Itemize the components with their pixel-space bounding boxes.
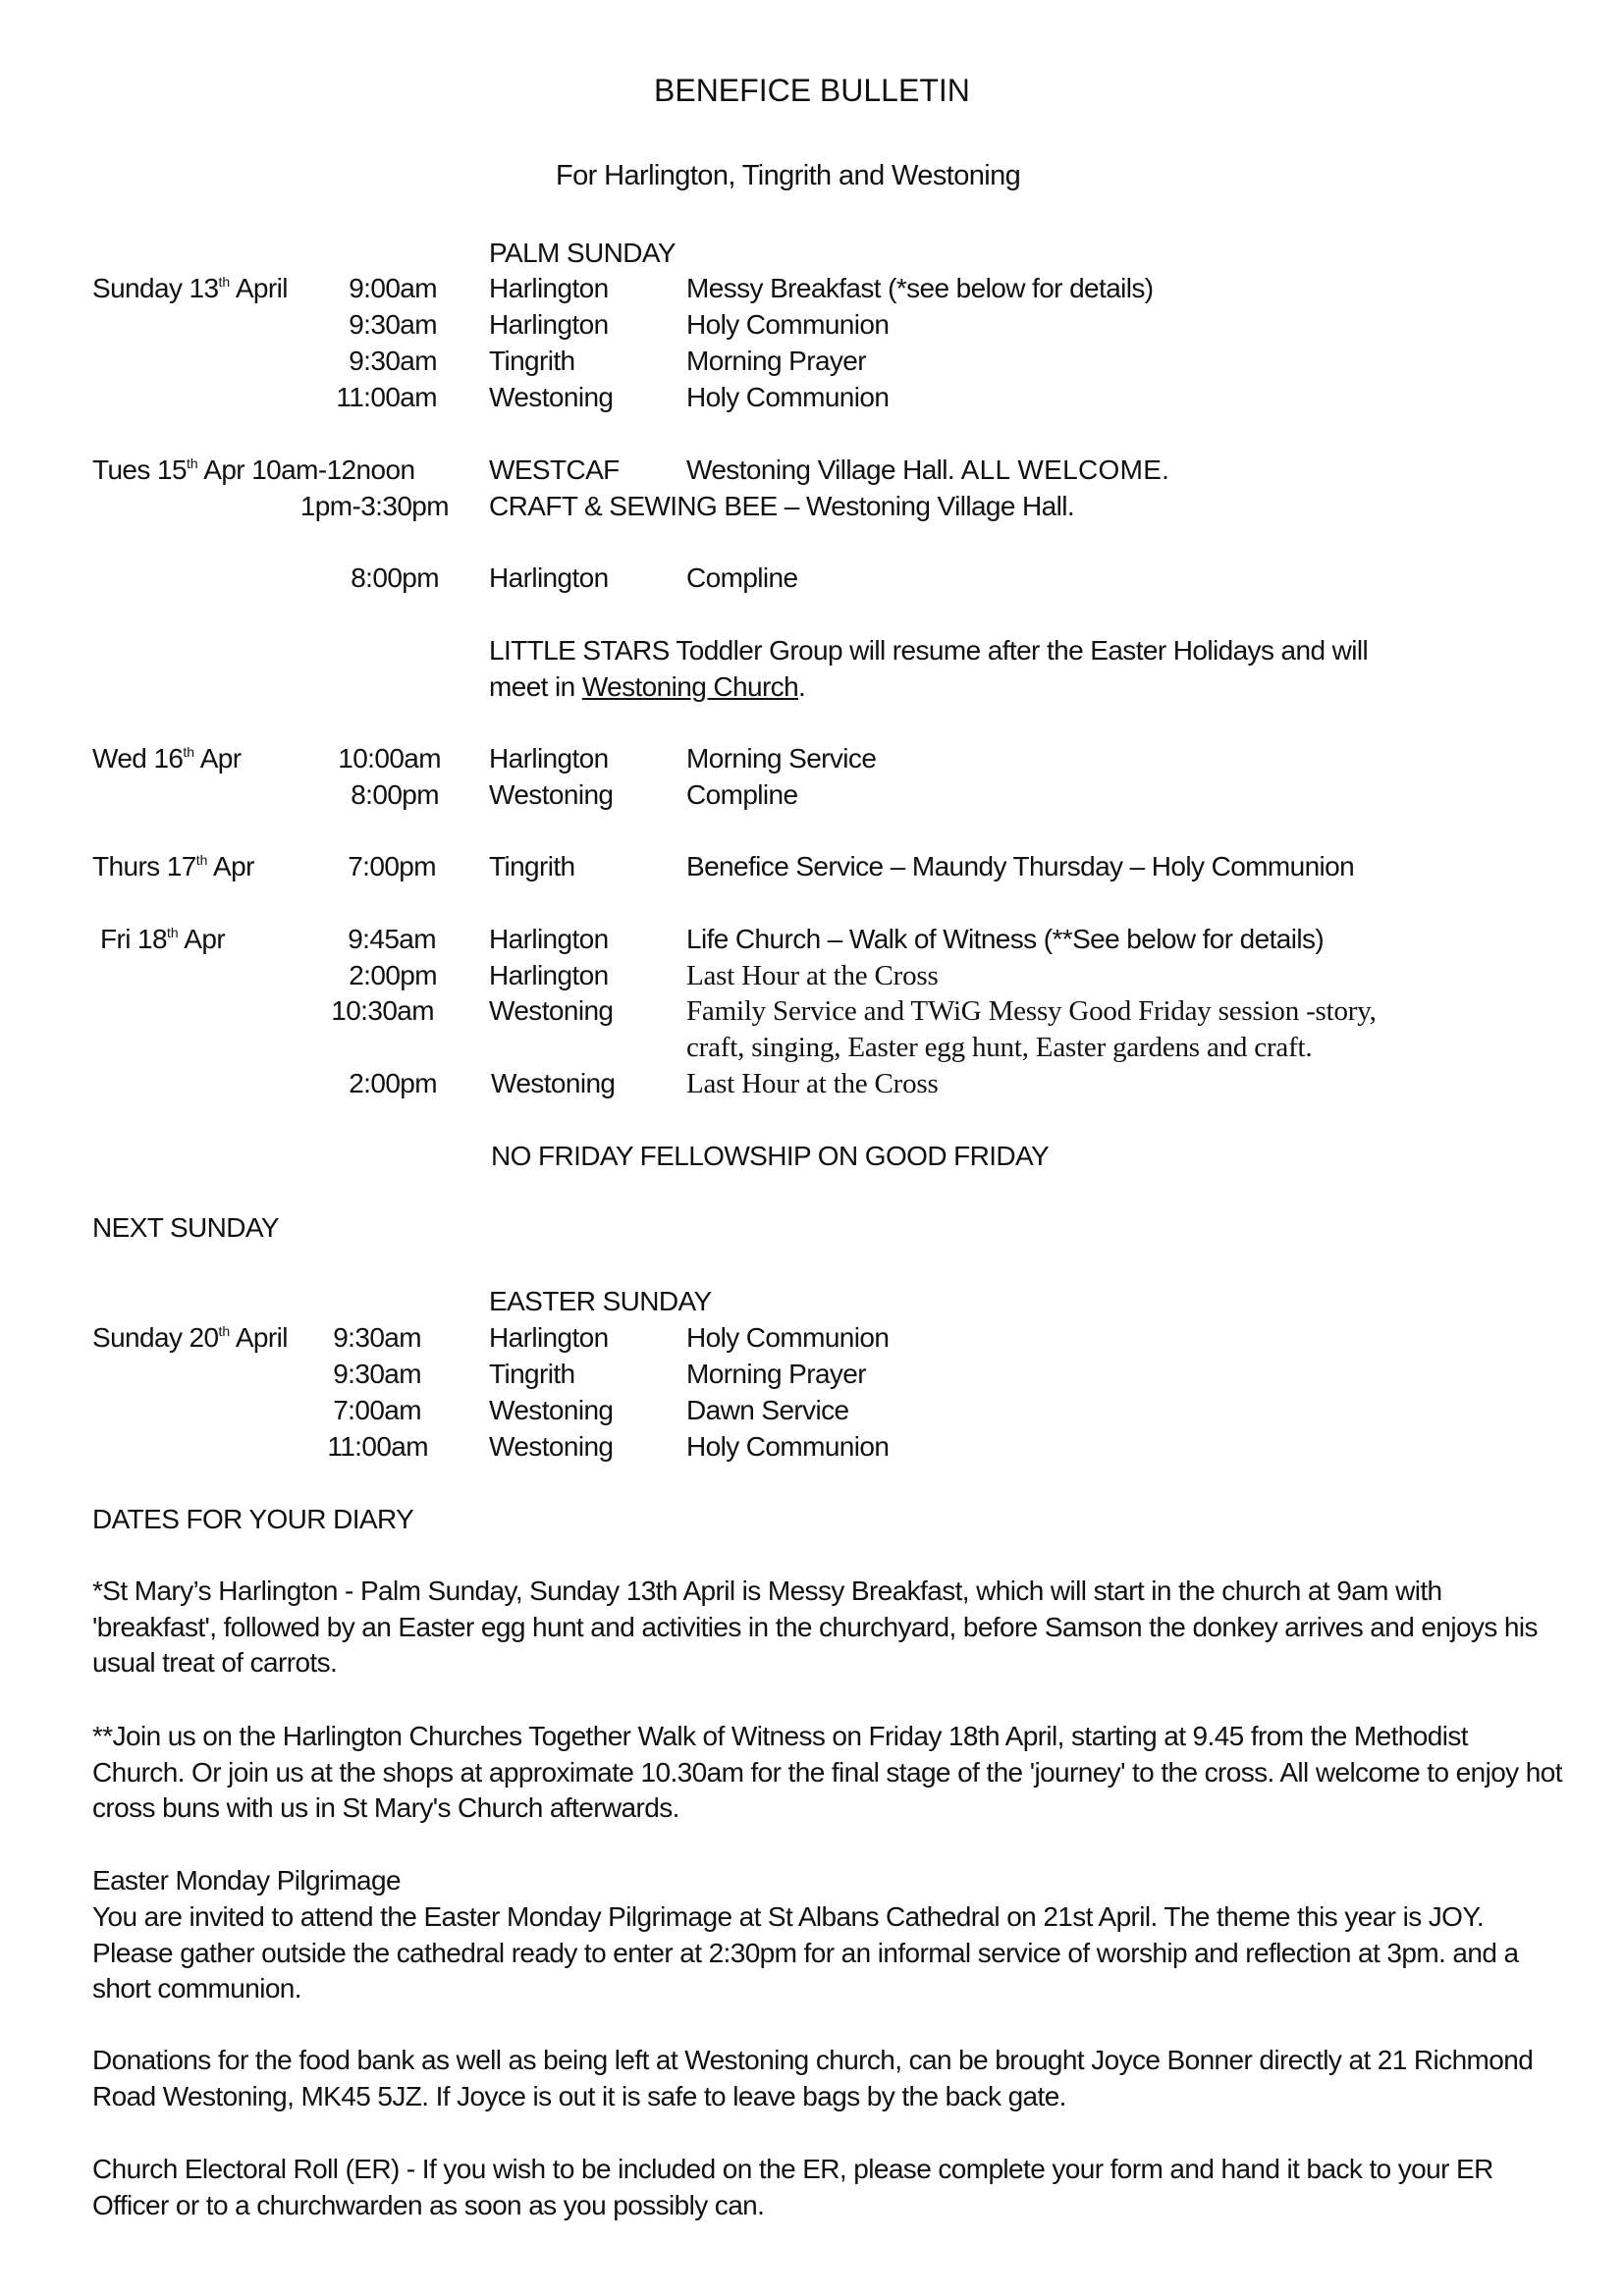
friday-fellowship-notice: NO FRIDAY FELLOWSHIP ON GOOD FRIDAY [491, 1141, 1050, 1171]
schedule-time: 9:30am [349, 346, 437, 376]
schedule-time: 2:00pm [349, 1068, 437, 1098]
electoral-roll-paragraph: Church Electoral Roll (ER) - If you wish to be included on the ER, please complete your form and hand it back to your ER Officer or to a churchwarden as soon as you possibly can. [92, 2154, 1493, 2220]
schedule-event: Last Hour at the Cross [686, 960, 939, 991]
schedule-event: Holy Communion [686, 382, 890, 412]
schedule-event: Holy Communion [686, 1431, 890, 1462]
section-heading-palm-sunday: PALM SUNDAY [489, 238, 676, 268]
schedule-time: 11:00am [336, 382, 437, 412]
schedule-place: Tingrith [489, 346, 575, 376]
day-label-sunday-13: Sunday 13th April [92, 273, 288, 303]
diary-heading: DATES FOR YOUR DIARY [92, 1504, 414, 1534]
schedule-place: Harlington [489, 1322, 609, 1353]
schedule-event: Dawn Service [686, 1395, 849, 1425]
schedule-place: Harlington [489, 924, 609, 954]
schedule-event: Holy Communion [686, 1322, 890, 1353]
schedule-event: Benefice Service – Maundy Thursday – Holy Communion [686, 851, 1355, 881]
schedule-place: Westoning [489, 995, 614, 1026]
schedule-place: Westoning [489, 779, 614, 810]
westoning-church-link[interactable]: Westoning Church [581, 671, 799, 702]
schedule-time: 1pm-3:30pm [299, 491, 449, 521]
schedule-time: 10:00am [338, 743, 441, 774]
day-label-thurs-17: Thurs 17th Apr [92, 851, 254, 881]
schedule-event: Compline [686, 562, 798, 593]
schedule-place: Westoning [489, 1431, 614, 1462]
schedule-place: Harlington [489, 960, 609, 990]
schedule-event: Holy Communion [686, 309, 890, 340]
toddler-group-note: LITTLE STARS Toddler Group will resume after the Easter Holidays and will [489, 635, 1369, 666]
page-title: BENEFICE BULLETIN [654, 73, 970, 108]
schedule-place: Harlington [489, 309, 609, 340]
schedule-place: Westoning [489, 382, 614, 412]
schedule-time: 10:30am [331, 995, 434, 1026]
food-bank-paragraph: Donations for the food bank as well as being left at Westoning church, can be brought Joyce Bonner directly at 21 Richmond Road Westoning, MK45 5JZ. If Joyce is out it is safe to leave bags by the back gate. [92, 2045, 1534, 2111]
next-sunday-label: NEXT SUNDAY [92, 1212, 279, 1243]
pilgrimage-heading: Easter Monday Pilgrimage [92, 1865, 401, 1896]
schedule-event: Westoning Village Hall. ALL WELCOME. [686, 454, 1170, 485]
schedule-place: Harlington [489, 273, 609, 303]
schedule-event: Last Hour at the Cross [686, 1068, 939, 1099]
schedule-time: 8:00pm [351, 562, 439, 593]
schedule-event: Compline [686, 779, 798, 810]
schedule-event: Morning Prayer [686, 1359, 867, 1389]
schedule-place: Tingrith [489, 1359, 575, 1389]
schedule-place: Harlington [489, 743, 609, 774]
schedule-event: Family Service and TWiG Messy Good Friday session -story, [686, 995, 1377, 1027]
pilgrimage-paragraph: You are invited to attend the Easter Monday Pilgrimage at St Albans Cathedral on 21st April. The theme this year is JOY. Please gather outside the cathedral ready to enter at 2:30pm for an informal service of worship and reflection at 3pm. and a short communion. [92, 1901, 1519, 2003]
schedule-time: 9:45am [348, 924, 436, 954]
messy-breakfast-paragraph: *St Mary’s Harlington - Palm Sunday, Sunday 13th April is Messy Breakfast, which will start in the church at 9am with 'breakfast', followed by an Easter egg hunt and activities in the churchyard, before Samson the donkey arrives and enjoys his usual treat of carrots. [92, 1575, 1538, 1678]
schedule-event: Messy Breakfast (*see below for details) [686, 273, 1154, 303]
schedule-time: 8:00pm [351, 779, 439, 810]
schedule-time: 2:00pm [349, 960, 437, 990]
day-label-fri-18: Fri 18th Apr [100, 924, 226, 954]
schedule-place: Westoning [489, 1395, 614, 1425]
toddler-group-note: meet in Westoning Church. [489, 671, 806, 702]
schedule-place: Westoning [491, 1068, 616, 1098]
day-label-tues-15: Tues 15th Apr 10am-12noon [92, 454, 415, 485]
schedule-event: craft, singing, Easter egg hunt, Easter gardens and craft. [686, 1032, 1313, 1063]
schedule-place: Harlington [489, 562, 609, 593]
schedule-event: Morning Service [686, 743, 877, 774]
schedule-time: 7:00am [333, 1395, 421, 1425]
schedule-place: WESTCAF [489, 454, 620, 485]
schedule-time: 9:00am [349, 273, 437, 303]
schedule-time: 7:00pm [348, 851, 436, 881]
day-label-sunday-20: Sunday 20th April [92, 1322, 288, 1353]
walk-of-witness-paragraph: **Join us on the Harlington Churches Together Walk of Witness on Friday 18th April, starting at 9.45 from the Methodist Church. Or join us at the shops at approximate 10.30am for the final stage of the 'journey' to the cross. All welcome to enjoy hot cross buns with us in St Mary's Church afterwards. [92, 1721, 1562, 1823]
section-heading-easter-sunday: EASTER SUNDAY [489, 1286, 712, 1316]
schedule-event: Life Church – Walk of Witness (**See below for details) [686, 924, 1325, 954]
schedule-place: Tingrith [489, 851, 575, 881]
schedule-time: 9:30am [349, 309, 437, 340]
schedule-time: 9:30am [333, 1359, 421, 1389]
page-subtitle: For Harlington, Tingrith and Westoning [556, 160, 1021, 191]
schedule-event: Morning Prayer [686, 346, 867, 376]
schedule-time: 11:00am [327, 1431, 428, 1462]
schedule-time: 9:30am [333, 1322, 421, 1353]
schedule-event: CRAFT & SEWING BEE – Westoning Village Hall. [489, 491, 1075, 521]
day-label-wed-16: Wed 16th Apr [92, 743, 242, 774]
